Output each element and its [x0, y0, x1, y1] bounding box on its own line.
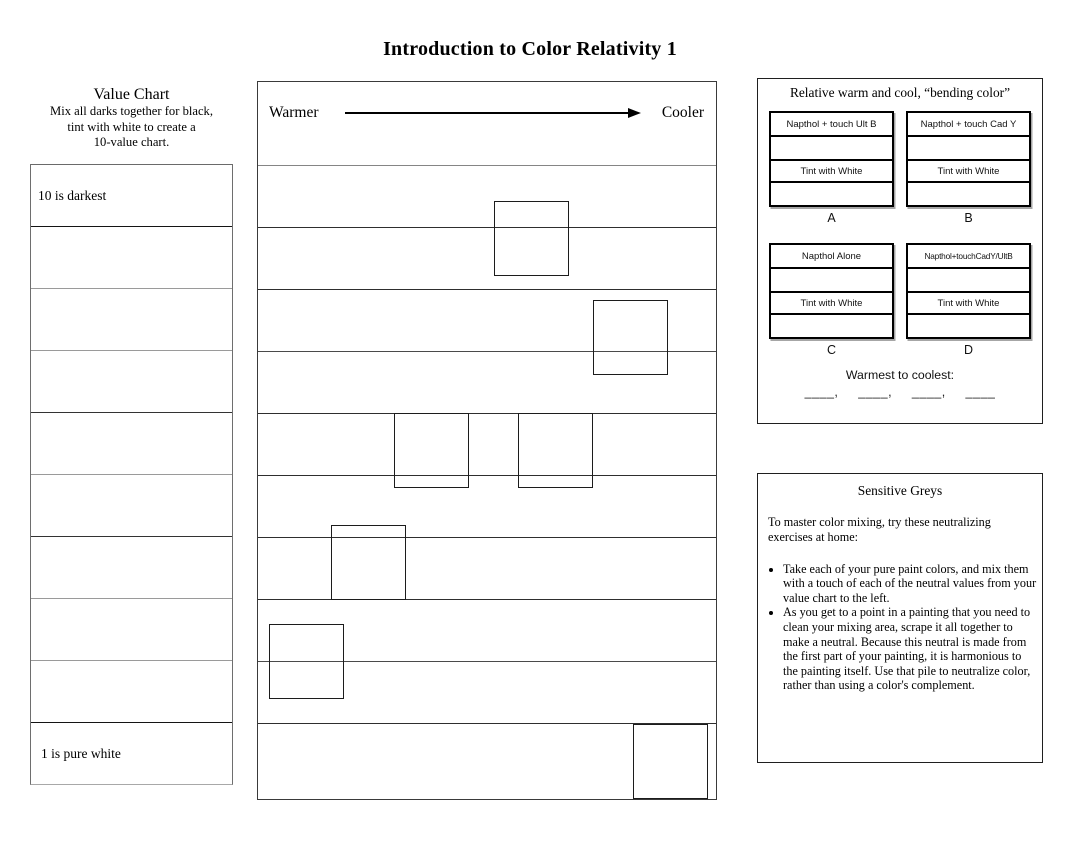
paint-squares-layer: [258, 82, 716, 799]
value-chart-subtitle-line: Mix all darks together for black,: [50, 104, 213, 118]
value-row-10: [31, 164, 232, 226]
swatch-stack: [769, 111, 894, 207]
group-letter: C: [826, 343, 837, 357]
list-item: • Take each of your pure paint colors, and mix them with a touch of each of the neutral values from your value chart to the left.: [783, 562, 1038, 606]
tint-label: Tint with White: [771, 291, 892, 313]
sensitive-greys-title: Sensitive Greys: [857, 483, 943, 498]
value-row-label: 1 is pure white: [41, 745, 121, 761]
ranking-blanks: ____, ____, ____, ____: [804, 385, 996, 399]
paint-group-a: [769, 111, 894, 226]
tint-label: Tint with White: [908, 159, 1029, 181]
swatch-stack: [906, 243, 1031, 339]
paint-label: Napthol + touch Ult B: [786, 118, 877, 130]
swatch-cell-empty: [771, 135, 892, 159]
paint-group-c: [769, 243, 894, 358]
swatch-cell-empty: [908, 313, 1029, 337]
bending-color-grid: [769, 111, 1042, 358]
bending-color-box: [757, 78, 1043, 424]
bending-color-title: Relative warm and cool, “bending color”: [789, 85, 1011, 100]
value-row-7: [31, 350, 232, 412]
swatch-cell-empty: [771, 313, 892, 337]
paint-square: [633, 724, 708, 799]
value-chart-subtitle-line: tint with white to create a: [67, 119, 196, 134]
value-chart-header: [30, 86, 233, 151]
paint-label: Napthol+touchCadY/UltB: [924, 251, 1013, 261]
value-row-label: 10 is darkest: [38, 187, 107, 203]
swatch-cell-empty: [908, 181, 1029, 205]
paint-square: [331, 525, 406, 600]
paint-label: Napthol + touch Cad Y: [920, 118, 1017, 130]
value-row-3: [31, 598, 232, 660]
paint-square: [593, 300, 668, 375]
swatch-stack: [769, 243, 894, 339]
paint-label: Napthol Alone: [801, 250, 862, 262]
warmer-label: Warmer: [269, 103, 319, 121]
paint-square: [518, 413, 593, 488]
value-row-9: [31, 226, 232, 288]
swatch-cell-empty: [771, 181, 892, 205]
group-letter: B: [964, 211, 973, 225]
swatch-stack: [906, 111, 1031, 207]
paint-group-b: [906, 111, 1031, 226]
value-chart-table: [30, 164, 233, 785]
swatch-cell-empty: [908, 135, 1029, 159]
list-item: • As you get to a point in a painting that you need to clean your mixing area, scrape it all together to make a neutral. Because this neutral is made from the first part of your painting, it is harmonious to the painting itself. Use that pile to neutralize color, rather than using a color's complement.: [783, 605, 1038, 693]
paint-group-d: [906, 243, 1031, 358]
tint-label: Tint with White: [771, 159, 892, 181]
sensitive-greys-box: [757, 473, 1043, 763]
tint-label: Tint with White: [908, 291, 1029, 313]
paint-square: [269, 624, 344, 699]
paint-square: [394, 413, 469, 488]
sensitive-greys-intro: To master color mixing, try these neutralizing exercises at home:: [768, 515, 991, 544]
value-row-6: [31, 412, 232, 474]
value-row-1: [31, 722, 232, 784]
value-row-4: [31, 536, 232, 598]
warm-cool-panel: [257, 81, 717, 800]
cooler-label: Cooler: [661, 103, 704, 121]
value-row-2: [31, 660, 232, 722]
ranking-prompt: Warmest to coolest:: [845, 368, 955, 382]
paint-square: [494, 201, 569, 276]
group-letter: A: [827, 211, 836, 225]
value-row-8: [31, 288, 232, 350]
value-row-5: [31, 474, 232, 536]
page-title: Introduction to Color Relativity 1: [383, 38, 677, 60]
swatch-cell-empty: [771, 267, 892, 291]
value-chart-subtitle-line: 10-value chart.: [93, 135, 170, 149]
value-chart-title: Value Chart: [93, 86, 170, 103]
swatch-cell-empty: [908, 267, 1029, 291]
group-letter: D: [963, 343, 974, 357]
sensitive-greys-list: [768, 562, 1038, 693]
